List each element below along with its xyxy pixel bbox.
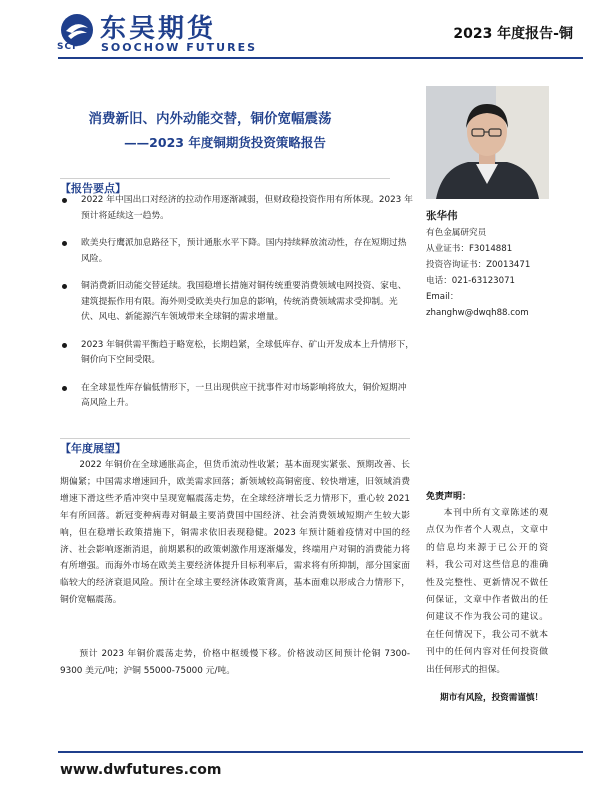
key-point-text: 2022 年中国出口对经济的拉动作用逐渐减弱，但财政稳投资作用有所体现。2023 年预计将延续这一趋势。 [81,195,413,221]
bullet-dot-icon [62,241,67,246]
key-points-heading: 【报告要点】 [60,182,126,195]
analyst-email-label: Email： [426,292,459,302]
header-divider [58,57,583,59]
key-point-item [60,279,415,326]
key-point-item [60,193,415,224]
analyst-title: 有色金属研究员 [426,228,487,238]
logo-brand-english: SOOCHOW FUTURES [101,41,258,54]
footer-divider [58,751,583,753]
key-point-text: 欧美央行鹰派加息路径下，预计通胀水平下降。国内持续释放流动性，存在短期过热风险。 [81,238,407,264]
footer-website-link[interactable]: www.dwfutures.com [60,762,222,778]
bullet-dot-icon [62,343,67,348]
logo-abbreviation: SCF [57,42,80,52]
analyst-practice-cert: 从业证书：F3014881 [426,244,513,254]
risk-warning: 期市有风险，投资需谨慎！ [440,693,544,703]
key-point-item [60,236,415,267]
key-point-item [60,381,415,412]
bullet-dot-icon [62,386,67,391]
outlook-divider [60,438,410,439]
outlook-heading: 【年度展望】 [60,442,126,455]
outlook-paragraph: 2022 年铜价在全球通胀高企，但货币流动性收紧；基本面现实紧张、预期改善、长期偏紧；中国需求增速回升，欧美需求回落；新领域较高铜密度、较快增速，旧领域消费增速下滑这些矛盾冲突中呈现宽幅震荡走势，在全球经济增长乏力情形下，重心较 2021 年有所回落。新冠变种病毒对铜最主要消费国中国经济、社会消费领域短期产生较大影响，但在稳增长政策措施下，铜需求依旧表现稳健。2023 年预计随着疫情对中国的经济、社会影响逐渐消退，前期累积的政策刺激作用逐渐爆发，终端用户对铜的消费能力将有所增强。而海外市场在欧美主要经济体提升目标利率后，需求将有所抑制，部分国家面临较大的经济衰退风险。预计在全球主要经济体政策背离，基本面难以形成合力情形下，铜价宽幅震荡。 [60,460,410,606]
disclaimer-body: 本刊中所有文章陈述的观点仅为作者个人观点，文章中的信息均来源于已公开的资料，我公司对这些信息的准确性及完整性、更新情况不做任何保证，文章中作者做出的任何建议不作为我公司的建议。在任何情况下，我公司不就本刊中的任何内容对任何投资做出任何形式的担保。 [426,508,548,675]
key-points-divider [60,178,390,179]
analyst-photo-icon [426,86,549,199]
key-point-text: 2023 年铜供需平衡趋于略宽松，长期趋紧，全球低库存、矿山开发成本上升情形下，铜价向下空间受限。 [81,339,415,365]
logo-brand-name: 东吴期货 [100,14,217,44]
key-point-text: 在全球显性库存偏低情形下，一旦出现供应干扰事件对市场影响将放大，铜价短期冲高风险上升。 [81,382,407,408]
report-tag: 2023 年度报告-铜 [453,26,573,42]
analyst-consult-cert: 投资咨询证书：Z0013471 [426,260,531,270]
report-title: 消费新旧、内外动能交替，铜价宽幅震荡 [88,111,332,127]
key-point-text: 铜消费新旧动能交替延续。我国稳增长措施对铜传统重要消费领域电网投资、家电、建筑提振作用有限。海外则受欧美央行加息的影响，传统消费领域需求受抑制。光伏、风电、新能源汽车领域带来全球铜的需求增量。 [81,281,407,322]
analyst-name: 张华伟 [426,210,458,222]
report-subtitle: ——2023 年度铜期货投资策略报告 [124,135,326,150]
disclaimer-title: 免责声明： [426,492,472,502]
key-points-list [60,193,415,424]
analyst-email[interactable]: zhanghw@dwqh88.com [426,308,529,318]
analyst-phone: 电话：021-63123071 [426,276,516,286]
bullet-dot-icon [62,284,67,289]
outlook-forecast-paragraph: 预计 2023 年铜价震荡走势，价格中枢缓慢下移。价格波动区间预计伦铜 7300-9300 美元/吨；沪铜 55000-75000 元/吨。 [60,649,410,676]
bullet-dot-icon [62,198,67,203]
key-point-item [60,338,415,369]
